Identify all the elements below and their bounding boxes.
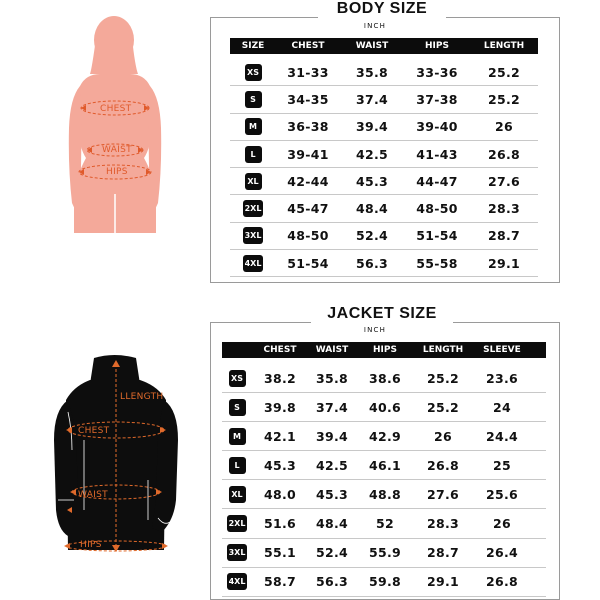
jacket-header-waist: WAIST xyxy=(315,345,349,355)
body-size-cell xyxy=(230,118,276,135)
jacket-row xyxy=(222,539,546,568)
body-row xyxy=(230,114,538,141)
body-hips-label: HIPS xyxy=(106,167,128,177)
jacket-size-title: JACKET SIZE xyxy=(311,305,453,323)
body-row xyxy=(230,59,538,86)
body-size-cell xyxy=(230,146,276,163)
jacket-chest-cell: 45.3 xyxy=(263,457,297,473)
body-header-chest: CHEST xyxy=(291,41,325,51)
body-hips-cell: 51-54 xyxy=(416,228,458,244)
body-waist-cell: 42.5 xyxy=(355,146,389,162)
jacket-header-chest: CHEST xyxy=(263,345,297,355)
jacket-length-cell: 25.2 xyxy=(426,399,460,415)
body-silhouette-image xyxy=(40,8,190,233)
jacket-length-cell: 26.8 xyxy=(426,457,460,473)
body-waist-cell: 45.3 xyxy=(355,173,389,189)
body-hips-cell: 48-50 xyxy=(416,201,458,217)
jacket-size-cell xyxy=(222,544,252,561)
jacket-chest-cell: 51.6 xyxy=(263,516,297,532)
jacket-sleeve-cell: 26 xyxy=(493,516,511,532)
jacket-length-cell: 26 xyxy=(434,428,452,444)
jacket-length-cell: 28.7 xyxy=(426,545,460,561)
jacket-chest-cell: 38.2 xyxy=(263,370,297,386)
jacket-chest-cell: 39.8 xyxy=(263,399,297,415)
jacket-chest-cell: 42.1 xyxy=(263,428,297,444)
jacket-row xyxy=(222,510,546,539)
jacket-size-badge: XS xyxy=(229,370,246,387)
jacket-row xyxy=(222,422,546,451)
jacket-hips-cell: 59.8 xyxy=(368,574,402,590)
jacket-hips-label: HIPS xyxy=(80,540,102,550)
body-length-cell: 26.8 xyxy=(487,146,521,162)
jacket-hips-cell: 46.1 xyxy=(368,457,402,473)
body-size-badge: 4XL xyxy=(243,255,264,272)
body-chest-cell: 31-33 xyxy=(287,64,329,80)
jacket-figure xyxy=(44,350,194,560)
jacket-row xyxy=(222,451,546,480)
body-size-cell xyxy=(230,255,276,272)
jacket-sleeve-cell: 24 xyxy=(493,399,511,415)
jacket-length-label: LLENGTH xyxy=(120,392,164,402)
jacket-chest-cell: 48.0 xyxy=(263,486,297,502)
body-waist-cell: 56.3 xyxy=(355,255,389,271)
jacket-sleeve-cell: 25.6 xyxy=(485,486,519,502)
jacket-waist-cell: 42.5 xyxy=(315,457,349,473)
body-size-cell xyxy=(230,227,276,244)
jacket-hips-cell: 48.8 xyxy=(368,486,402,502)
body-size-badge: M xyxy=(245,118,262,135)
jacket-sleeve-cell: 26.8 xyxy=(485,574,519,590)
jacket-hips-cell: 40.6 xyxy=(368,399,402,415)
jacket-row xyxy=(222,480,546,509)
jacket-chest-label: CHEST xyxy=(78,426,110,436)
jacket-row xyxy=(222,393,546,422)
jacket-size-cell xyxy=(222,515,252,532)
jacket-size-cell xyxy=(222,428,252,445)
jacket-size-cell xyxy=(222,457,252,474)
body-hips-cell: 39-40 xyxy=(416,119,458,135)
body-size-cell xyxy=(230,200,276,217)
jacket-length-cell: 29.1 xyxy=(426,574,460,590)
body-size-badge: S xyxy=(245,91,262,108)
jacket-waist-cell: 52.4 xyxy=(315,545,349,561)
jacket-row xyxy=(222,568,546,597)
body-figure xyxy=(40,8,190,233)
jacket-waist-cell: 35.8 xyxy=(315,370,349,386)
body-waist-cell: 39.4 xyxy=(355,119,389,135)
body-length-cell: 25.2 xyxy=(487,91,521,107)
jacket-length-cell: 28.3 xyxy=(426,516,460,532)
jacket-waist-cell: 37.4 xyxy=(315,399,349,415)
jacket-waist-cell: 39.4 xyxy=(315,428,349,444)
body-size-cell xyxy=(230,173,276,190)
jacket-size-badge: M xyxy=(229,428,246,445)
body-chest-cell: 48-50 xyxy=(287,228,329,244)
body-size-cell xyxy=(230,91,276,108)
jacket-size-badge: L xyxy=(229,457,246,474)
body-row xyxy=(230,168,538,195)
body-size-cell xyxy=(230,64,276,81)
body-chest-cell: 42-44 xyxy=(287,173,329,189)
body-chest-label: CHEST xyxy=(100,104,132,114)
body-header-waist: WAIST xyxy=(355,41,389,51)
jacket-header-hips: HIPS xyxy=(373,345,397,355)
jacket-size-badge: 4XL xyxy=(227,573,248,590)
jacket-hips-cell: 55.9 xyxy=(368,545,402,561)
body-row xyxy=(230,223,538,250)
jacket-length-cell: 27.6 xyxy=(426,486,460,502)
body-chest-cell: 36-38 xyxy=(287,119,329,135)
jacket-waist-cell: 45.3 xyxy=(315,486,349,502)
jacket-sleeve-cell: 23.6 xyxy=(485,370,519,386)
body-size-header xyxy=(230,38,538,54)
body-hips-cell: 37-38 xyxy=(416,91,458,107)
body-waist-label: WAIST xyxy=(102,145,132,155)
body-waist-cell: 52.4 xyxy=(355,228,389,244)
jacket-sleeve-cell: 24.4 xyxy=(485,428,519,444)
body-length-cell: 26 xyxy=(495,119,513,135)
body-row xyxy=(230,86,538,113)
body-chest-cell: 34-35 xyxy=(287,91,329,107)
body-chest-cell: 45-47 xyxy=(287,201,329,217)
body-header-size: SIZE xyxy=(241,41,265,51)
jacket-size-unit: INCH xyxy=(363,326,387,334)
jacket-hips-cell: 52 xyxy=(376,516,394,532)
jacket-image xyxy=(44,350,194,560)
jacket-size-cell xyxy=(222,399,252,416)
jacket-size-badge: S xyxy=(229,399,246,416)
jacket-length-cell: 25.2 xyxy=(426,370,460,386)
body-waist-cell: 37.4 xyxy=(355,91,389,107)
body-size-badge: 3XL xyxy=(243,227,264,244)
jacket-size-badge: XL xyxy=(229,486,246,503)
jacket-size-cell xyxy=(222,370,252,387)
jacket-waist-label: WAIST xyxy=(78,490,108,500)
jacket-waist-cell: 56.3 xyxy=(315,574,349,590)
jacket-chest-cell: 55.1 xyxy=(263,545,297,561)
body-size-badge: 2XL xyxy=(243,200,264,217)
body-size-badge: XL xyxy=(245,173,262,190)
body-size-unit: INCH xyxy=(363,22,387,30)
jacket-header-length: LENGTH xyxy=(422,345,464,355)
body-size-badge: XS xyxy=(245,64,262,81)
body-waist-cell: 35.8 xyxy=(355,64,389,80)
body-chest-cell: 51-54 xyxy=(287,255,329,271)
body-hips-cell: 33-36 xyxy=(416,64,458,80)
jacket-size-cell xyxy=(222,573,252,590)
body-size-badge: L xyxy=(245,146,262,163)
body-header-hips: HIPS xyxy=(425,41,449,51)
jacket-sleeve-cell: 25 xyxy=(493,457,511,473)
body-hips-cell: 44-47 xyxy=(416,173,458,189)
jacket-sleeve-cell: 26.4 xyxy=(485,545,519,561)
jacket-header-sleeve: SLEEVE xyxy=(483,345,521,355)
body-waist-cell: 48.4 xyxy=(355,201,389,217)
body-chest-cell: 39-41 xyxy=(287,146,329,162)
jacket-size-header xyxy=(222,342,546,358)
body-row xyxy=(230,196,538,223)
jacket-chest-cell: 58.7 xyxy=(263,574,297,590)
body-length-cell: 25.2 xyxy=(487,64,521,80)
body-header-length: LENGTH xyxy=(483,41,525,51)
jacket-waist-cell: 48.4 xyxy=(315,516,349,532)
jacket-hips-cell: 38.6 xyxy=(368,370,402,386)
body-length-cell: 29.1 xyxy=(487,255,521,271)
body-length-cell: 28.3 xyxy=(487,201,521,217)
body-length-cell: 28.7 xyxy=(487,228,521,244)
jacket-hips-cell: 42.9 xyxy=(368,428,402,444)
body-length-cell: 27.6 xyxy=(487,173,521,189)
jacket-size-badge: 2XL xyxy=(227,515,248,532)
jacket-row xyxy=(222,364,546,393)
body-row xyxy=(230,250,538,277)
body-hips-cell: 41-43 xyxy=(416,146,458,162)
body-row xyxy=(230,141,538,168)
jacket-size-badge: 3XL xyxy=(227,544,248,561)
body-size-title: BODY SIZE xyxy=(318,0,446,18)
jacket-size-cell xyxy=(222,486,252,503)
body-hips-cell: 55-58 xyxy=(416,255,458,271)
